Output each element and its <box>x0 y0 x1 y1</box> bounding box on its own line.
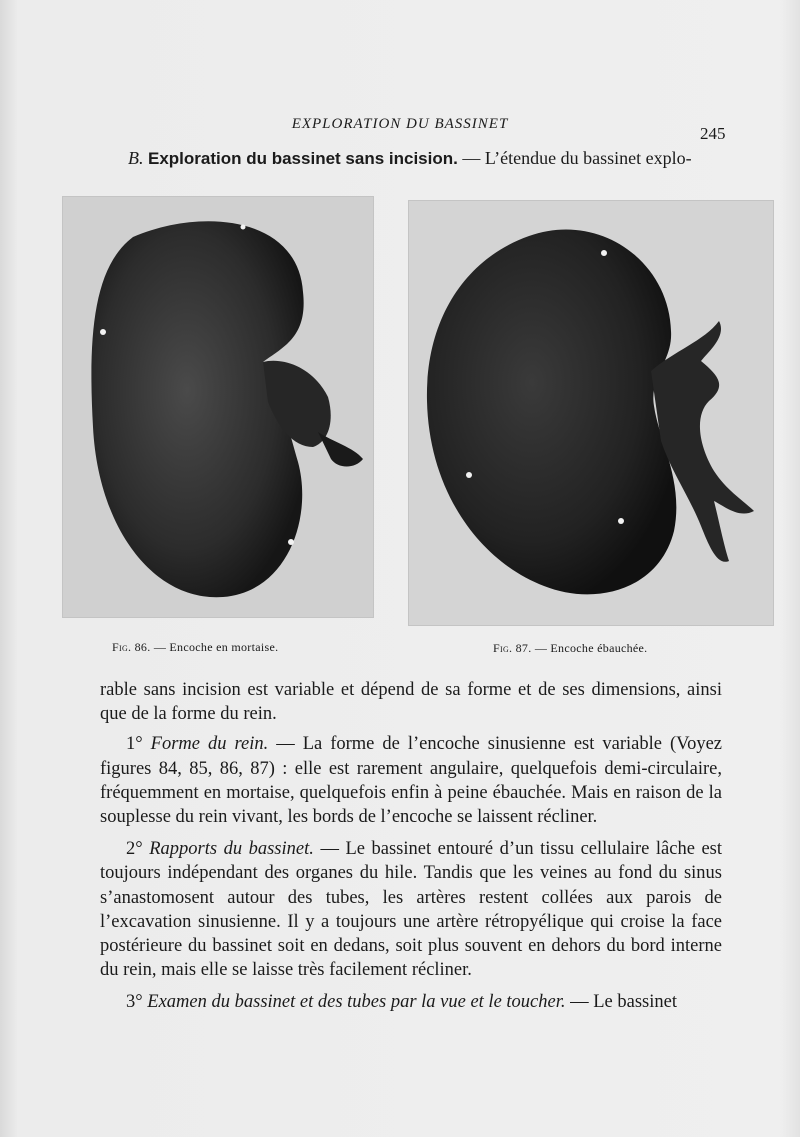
figure-86-caption-text: — Encoche en mortaise. <box>153 640 279 654</box>
paragraph-1 <box>100 732 722 829</box>
figure-87-caption-text: — Encoche ébauchée. <box>534 641 648 655</box>
kidney-86-image <box>63 197 373 617</box>
figure-86-caption <box>112 640 278 655</box>
paragraph-1-number: 1° <box>126 734 143 755</box>
paragraph-1-title: Forme du rein. <box>150 734 269 755</box>
figure-86-label: Fig. 86. <box>112 640 151 654</box>
paragraph-2-number: 2° <box>126 839 143 860</box>
paragraph-continuation: rable sans incision est variable et dépend de sa forme et de ses dimensions, ainsi que de la forme du rein. <box>100 680 722 725</box>
section-heading-tail: — L’étendue du bassinet explo- <box>462 148 692 168</box>
kidney-87-image <box>409 201 773 625</box>
paragraph-2-text: — Le bassinet entouré d’un tissu cellulaire lâche est toujours indépendant des organes du hile. Tandis que les veines au fond du sinus s’anastomosent autour des tubes, les artères restent collées aux parois de l’excavation sinusienne. Il y a toujours une artère rétropyélique qui croise la face postérieure du bassinet soit en dedans, soit plus souvent en dehors du bord interne du rein, mais elle se laisse très facilement récliner. <box>100 839 723 981</box>
paragraph-3-number: 3° <box>126 992 143 1013</box>
figure-87-photo <box>408 200 774 626</box>
paragraph-2-title: Rapports du bassinet. <box>149 839 314 860</box>
running-head: EXPLORATION DU BASSINET <box>291 116 509 132</box>
figure-87-caption <box>493 641 647 656</box>
paragraph-3-title: Examen du bassinet et des tubes par la vue et le toucher. <box>147 992 566 1013</box>
section-heading: Exploration du bassinet sans incision. <box>148 149 458 168</box>
body-text <box>100 678 722 1023</box>
page-number: 245 <box>700 124 726 143</box>
paragraph-2 <box>100 837 722 982</box>
paragraph-3 <box>100 990 722 1014</box>
figure-86-photo <box>62 196 374 618</box>
paragraph-1-text: — La forme de l’encoche sinusienne est variable (Voyez figures 84, 85, 86, 87) : elle est rarement angulaire, quelquefois demi-circulaire, fréquemment en mortaise, quelquefois enfin à peine ébauchée. Mais en raison de la souplesse du rein vivant, les bords de l’encoche se laissent récliner. <box>100 734 723 828</box>
paragraph-3-text: — Le bassinet <box>570 992 677 1013</box>
section-letter: B. <box>128 148 144 168</box>
figure-87-label: Fig. 87. <box>493 641 532 655</box>
section-heading-line <box>128 148 738 169</box>
